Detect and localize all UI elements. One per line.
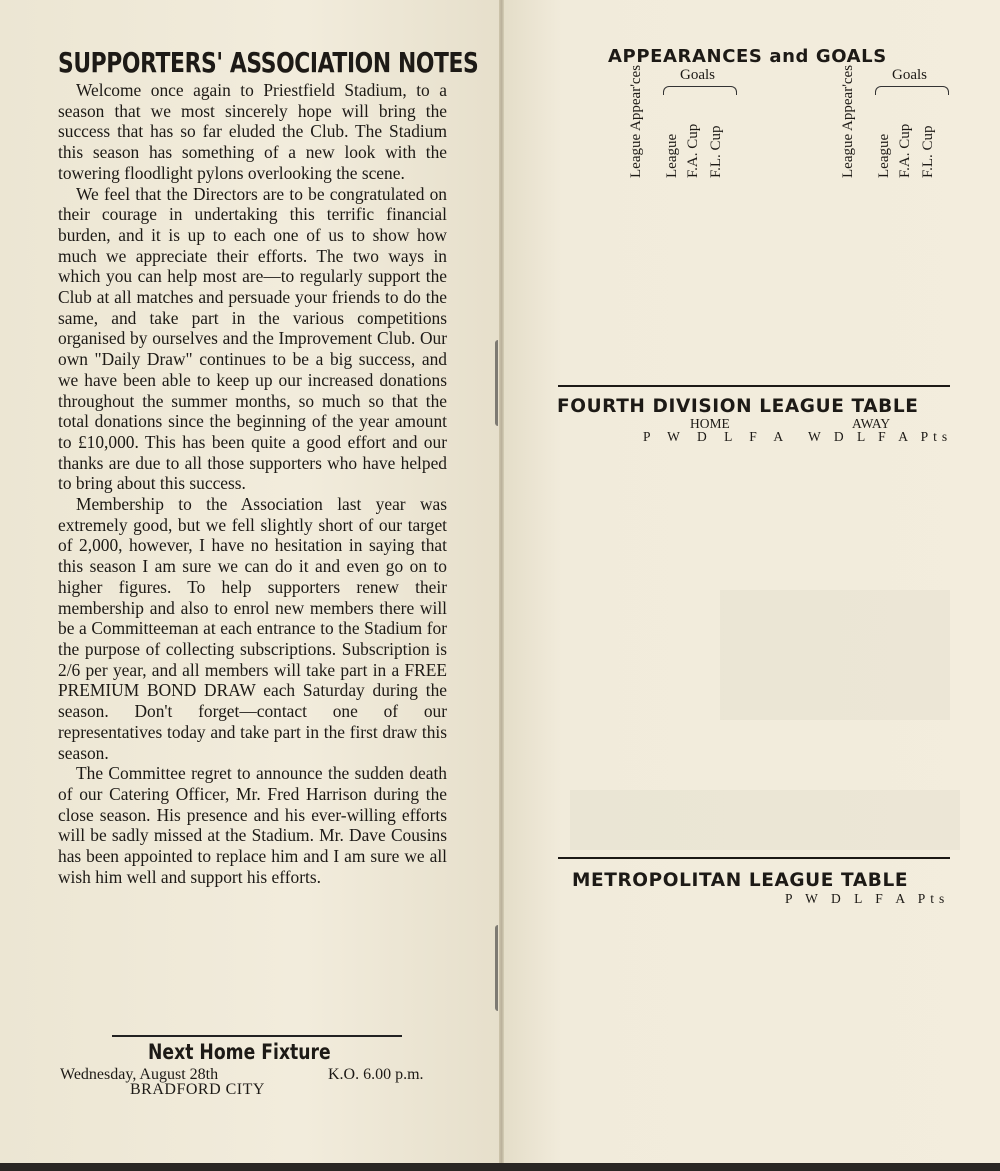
- col-league-appearances: League Appear'ces: [628, 64, 644, 178]
- col-fa-cup: F.A. Cup: [685, 123, 701, 178]
- fourth-division-title: FOURTH DIVISION LEAGUE TABLE: [557, 396, 919, 417]
- col-fl-cup: F.L. Cup: [920, 125, 936, 178]
- goals-label-left: Goals: [680, 67, 715, 83]
- fixture-kickoff: K.O. 6.00 p.m.: [328, 1066, 424, 1083]
- home-columns: P W D L F A: [643, 429, 791, 444]
- metropolitan-columns: P W D L F A Pts: [785, 891, 950, 906]
- col-fa-cup: F.A. Cup: [897, 123, 913, 178]
- away-columns: W D L F A Pts: [808, 429, 953, 444]
- paragraph: Membership to the Association last year was extremely good, but we fell slightly short of our target of 2,000, however, I have no hesitation in saying that this season I am sure we can do it and even go on to higher figures. To help supporters renew their membership and also to enrol new members there will be a Committeeman at each entrance to the Stadium for the purpose of collecting subscriptions. Subscription is 2/6 per year, and all members will take part in a FREE PREMIUM BOND DRAW each Saturday during the season. Don't forget—contact one of our representatives today and take part in the first draw this season.: [58, 494, 447, 763]
- goals-brace-left: [663, 86, 737, 95]
- col-fl-cup: F.L. Cup: [708, 125, 724, 178]
- paragraph: The Committee regret to announce the sudden death of our Catering Officer, Mr. Fred Harrison during the close season. His presence and his ever-willing efforts will be sadly missed at the Stadium. Mr. Dave Cousins has been appointed to replace him and I am sure we all wish him well and support his efforts.: [58, 763, 447, 887]
- col-league-appearances: League Appear'ces: [840, 64, 856, 178]
- metropolitan-title: METROPOLITAN LEAGUE TABLE: [572, 870, 909, 891]
- page-edge: [0, 1163, 1000, 1171]
- col-league-goals: League: [664, 133, 680, 178]
- goals-brace-right: [875, 86, 949, 95]
- paragraph: We feel that the Directors are to be congratulated on their courage in undertaking this terrific financial burden, and it is up to each one of us to show how much we appreciate their efforts. The two ways in which you can help most are—to regularly support the Club at all matches and persuade your friends to do the same, and take part in the various competitions organised by ourselves and the Improvement Club. Our own "Daily Draw" continues to be a big success, and we have been able to keep up our increased donations throughout the summer months, so much so that the total donations since the beginning of the year amount to £10,000. This has been quite a good effort and our thanks are due to all those supporters who have helped to bring about this success.: [58, 183, 447, 494]
- home-label: HOME: [690, 416, 730, 431]
- article-body: [58, 80, 447, 887]
- fixture-opponent: BRADFORD CITY: [130, 1081, 265, 1098]
- staple-bottom: [495, 925, 504, 1011]
- col-league-goals: League: [876, 133, 892, 178]
- goals-label-right: Goals: [892, 67, 927, 83]
- divider: [112, 1035, 402, 1037]
- show-through-block: [720, 590, 950, 720]
- appearances-title: APPEARANCES and GOALS: [608, 46, 887, 67]
- staple-top: [495, 340, 504, 426]
- away-label: AWAY: [852, 416, 891, 431]
- fixture-title: Next Home Fixture: [148, 1040, 331, 1064]
- divider: [558, 857, 950, 859]
- paragraph: Welcome once again to Priestfield Stadium, to a season that we most sincerely hope will bring the success that has so far eluded the Club. The Stadium this season has something of a new look with the towering floodlight pylons overlooking the scene.: [58, 80, 447, 183]
- show-through-block: [570, 790, 960, 850]
- page-title: SUPPORTERS' ASSOCIATION NOTES: [58, 46, 479, 79]
- divider: [558, 385, 950, 387]
- fixture-date: Wednesday, August 28th: [60, 1066, 219, 1083]
